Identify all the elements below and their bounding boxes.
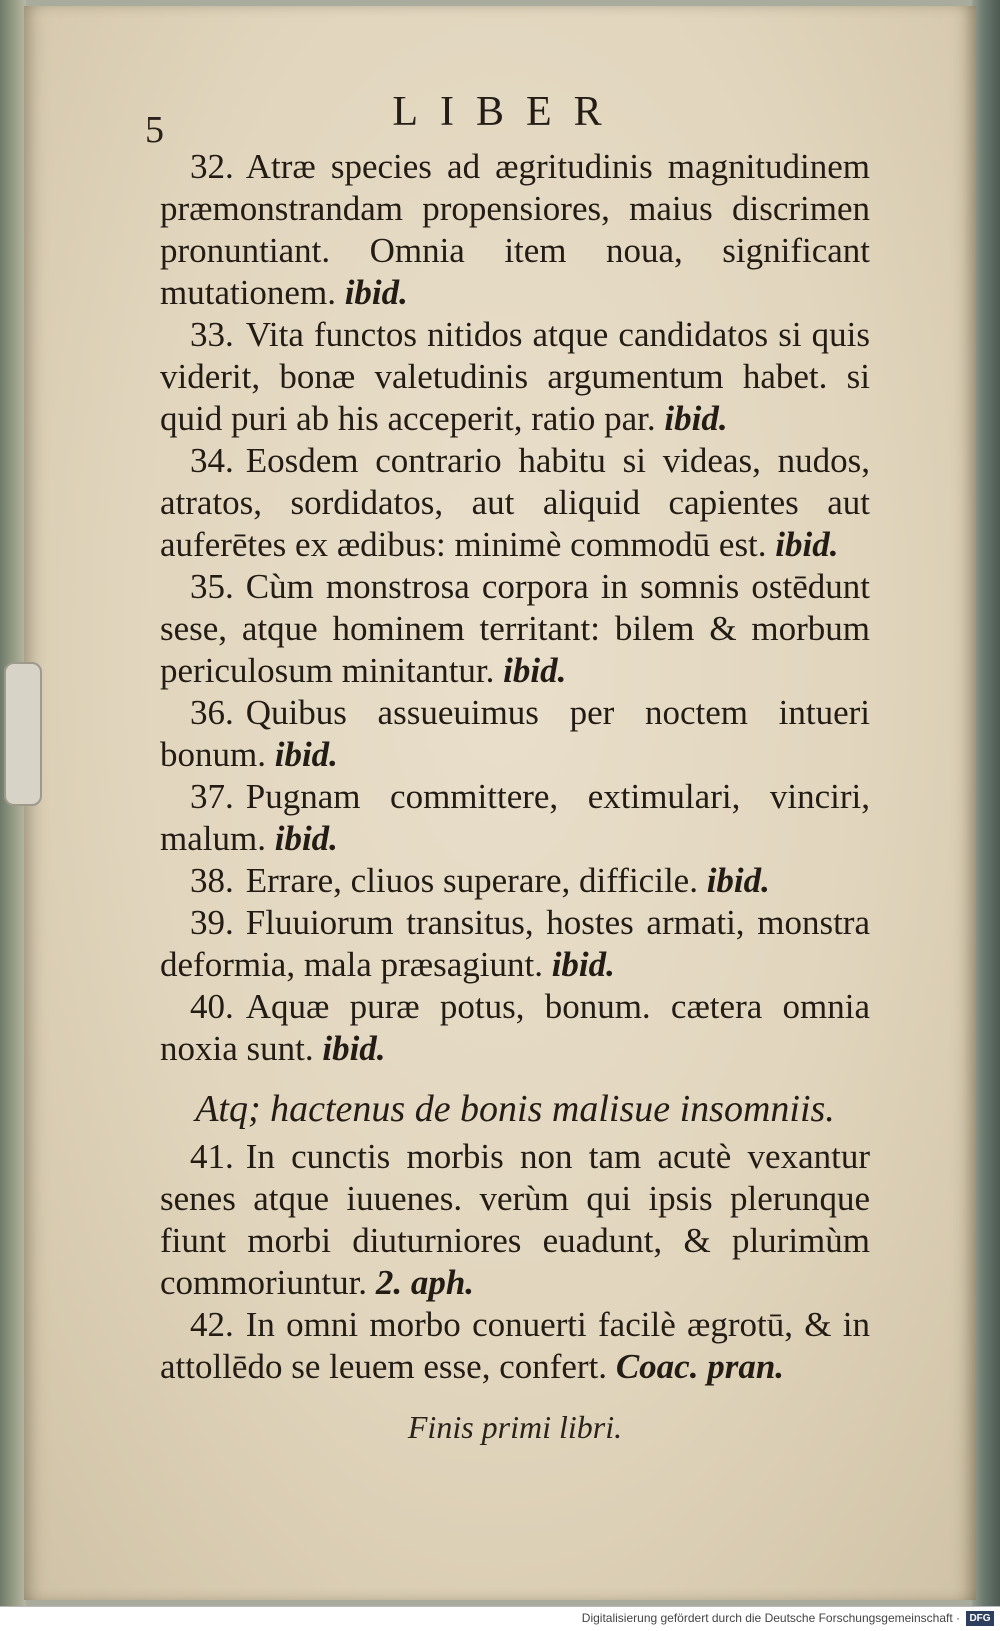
aphorism-item <box>160 860 870 902</box>
aphorism-number: 35. <box>190 567 234 606</box>
aphorism-text: Errare, cliuos superare, difficile. <box>245 861 698 900</box>
aphorism-citation: ibid. <box>344 273 408 312</box>
aphorism-citation: ibid. <box>551 945 615 984</box>
running-head: LIBER <box>392 89 624 135</box>
aphorism-number: 37. <box>190 777 234 816</box>
aphorism-number: 42. <box>190 1305 234 1344</box>
aphorism-number: 38. <box>190 861 234 900</box>
aphorism-number: 32. <box>190 147 234 186</box>
aphorism-text: Quibus assueuimus per noctem intueri bonum. <box>160 693 870 774</box>
aphorism-text: Fluuiorum transitus, hostes armati, monstra deformia, mala præsagiunt. <box>160 903 870 984</box>
aphorism-citation: ibid. <box>322 1029 386 1068</box>
book-clasp <box>4 662 42 806</box>
aphorism-citation: ibid. <box>775 525 839 564</box>
aphorism-text: Atræ species ad ægritudinis magnitudinem præmonstrandam propensiores, maius discrimen pronuntiant. Omnia item noua, significant mutationem. <box>160 147 870 312</box>
aphorism-item <box>160 1136 870 1304</box>
page-number: 5 <box>145 109 164 151</box>
aphorism-number: 41. <box>190 1137 234 1176</box>
aphorism-number: 34. <box>190 441 234 480</box>
digitization-footer <box>0 1606 1000 1631</box>
aphorism-list <box>160 146 870 1070</box>
aphorism-citation: ibid. <box>706 861 770 900</box>
aphorism-number: 33. <box>190 315 234 354</box>
aphorism-item <box>160 986 870 1070</box>
aphorism-number: 40. <box>190 987 234 1026</box>
aphorism-citation: ibid. <box>274 735 338 774</box>
aphorism-item <box>160 440 870 566</box>
aphorism-text: Eosdem contrario habitu si videas, nudos, atratos, sordidatos, aut aliquid capientes aut auferētes ex ædibus: minimè commodū est. <box>160 441 870 564</box>
footer-credit: Digitalisierung gefördert durch die Deutsche Forschungsgemeinschaft · <box>581 1611 960 1625</box>
aphorism-text: Pugnam committere, extimulari, vinciri, malum. <box>160 777 870 858</box>
aphorism-text: Cùm monstrosa corpora in somnis ostēdunt sese, atque hominem territant: bilem & morbum periculosum minitantur. <box>160 567 870 690</box>
aphorism-citation: 2. aph. <box>375 1263 475 1302</box>
aphorism-item <box>160 692 870 776</box>
aphorism-citation: ibid. <box>664 399 728 438</box>
page-text <box>160 146 870 1448</box>
aphorism-number: 36. <box>190 693 234 732</box>
dfg-logo-icon: DFG <box>966 1611 994 1626</box>
aphorism-number: 39. <box>190 903 234 942</box>
aphorism-text: Aquæ puræ potus, bonum. cætera omnia noxia sunt. <box>160 987 870 1068</box>
book-cover-right-edge <box>972 0 1000 1606</box>
aphorism-item <box>160 566 870 692</box>
aphorism-item <box>160 314 870 440</box>
aphorism-citation: ibid. <box>503 651 567 690</box>
aphorism-citation: ibid. <box>274 819 338 858</box>
aphorism-item <box>160 902 870 986</box>
aphorism-text: In cunctis morbis non tam acutè vexantur senes atque iuuenes. verùm qui ipsis plerunque fiunt morbi diuturniores euadunt, & plurimùm commoriuntur. <box>160 1137 870 1302</box>
aphorism-citation: Coac. pran. <box>615 1347 785 1386</box>
aphorism-text: In omni morbo conuerti facilè ægrotū, & in attollēdo se leuem esse, confert. <box>160 1305 870 1386</box>
aphorism-item <box>160 1304 870 1388</box>
finis-line: Finis primi libri. <box>407 1409 623 1445</box>
aphorism-item <box>160 776 870 860</box>
aphorism-text: Vita functos nitidos atque candidatos si quis viderit, bonæ valetudinis argumentum habet. si quid puri ab his acceperit, ratio par. <box>160 315 870 438</box>
section-heading: Atq; hactenus de bonis malisue insomniis. <box>195 1088 835 1130</box>
aphorism-item <box>160 146 870 314</box>
aphorism-list-2 <box>160 1136 870 1388</box>
